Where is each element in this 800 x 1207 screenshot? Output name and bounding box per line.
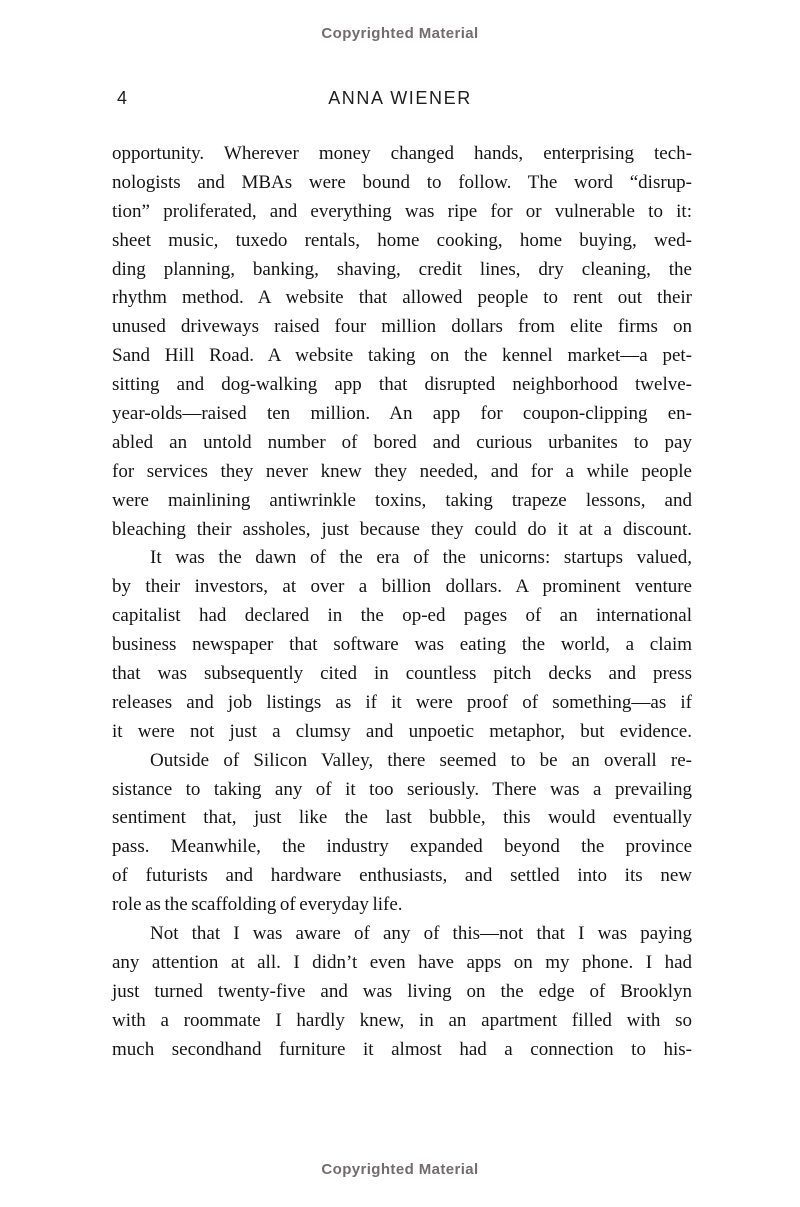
text-line: sitting and dog-walking app that disrupted neighborhood twelve-: [112, 374, 692, 396]
text-line: it were not just a clumsy and unpoetic metaphor, but evidence.: [112, 720, 692, 742]
copyright-notice-bottom: Copyrighted Material: [321, 1161, 479, 1178]
page-number: 4: [117, 88, 128, 108]
text-line: unused driveways raised four million dollars from elite firms on: [112, 316, 692, 338]
text-line: year-olds—raised ten million. An app for coupon-clipping en-: [112, 403, 692, 425]
text-line: sentiment that, just like the last bubble, this would eventually: [112, 807, 692, 829]
text-line: pass. Meanwhile, the industry expanded beyond the province: [112, 836, 692, 858]
text-line: just turned twenty-five and was living on the edge of Brooklyn: [112, 980, 692, 1002]
text-line: ding planning, banking, shaving, credit lines, dry cleaning, the: [112, 258, 692, 280]
text-line: role as the scaffolding of everyday life.: [112, 894, 403, 916]
text-line: with a roommate I hardly knew, in an apartment filled with so: [112, 1009, 692, 1031]
text-line: by their investors, at over a billion dollars. A prominent venture: [112, 576, 692, 598]
text-line: opportunity. Wherever money changed hands, enterprising tech-: [112, 143, 692, 164]
text-line: were mainlining antiwrinkle toxins, taking trapeze lessons, and: [112, 489, 692, 511]
running-header-author: ANNA WIENER: [328, 88, 472, 108]
text-line: much secondhand furniture it almost had a connection to his-: [112, 1038, 692, 1060]
text-line: bleaching their assholes, just because they could do it at a discount.: [112, 518, 692, 540]
text-line: for services they never knew they needed, and for a while people: [112, 460, 692, 482]
text-line: It was the dawn of the era of the unicorns: startups valued,: [150, 547, 692, 569]
text-line: nologists and MBAs were bound to follow. The word “disrup-: [112, 171, 692, 193]
text-line: Outside of Silicon Valley, there seemed to be an overall re-: [150, 749, 692, 771]
page-header: [0, 88, 800, 110]
text-line: Sand Hill Road. A website taking on the kennel market—a pet-: [112, 345, 692, 367]
text-line: sistance to taking any of it too seriously. There was a prevailing: [112, 778, 692, 800]
copyright-notice-top: Copyrighted Material: [321, 25, 479, 42]
text-line: tion” proliferated, and everything was ripe for or vulnerable to it:: [112, 200, 692, 222]
text-line: rhythm method. A website that allowed people to rent out their: [112, 287, 692, 309]
text-line: sheet music, tuxedo rentals, home cooking, home buying, wed-: [112, 229, 692, 251]
text-line: of futurists and hardware enthusiasts, and settled into its new: [112, 865, 692, 887]
text-line: capitalist had declared in the op-ed pages of an international: [112, 605, 692, 627]
text-line: Not that I was aware of any of this—not that I was paying: [150, 923, 692, 945]
text-line: releases and job listings as if it were proof of something—as if: [112, 691, 692, 713]
text-line: business newspaper that software was eating the world, a claim: [112, 634, 692, 656]
text-line: that was subsequently cited in countless pitch decks and press: [112, 663, 692, 685]
text-line: abled an untold number of bored and curious urbanites to pay: [112, 431, 692, 453]
text-line: any attention at all. I didn’t even have apps on my phone. I had: [112, 951, 692, 973]
body-text-block: [112, 140, 692, 1065]
